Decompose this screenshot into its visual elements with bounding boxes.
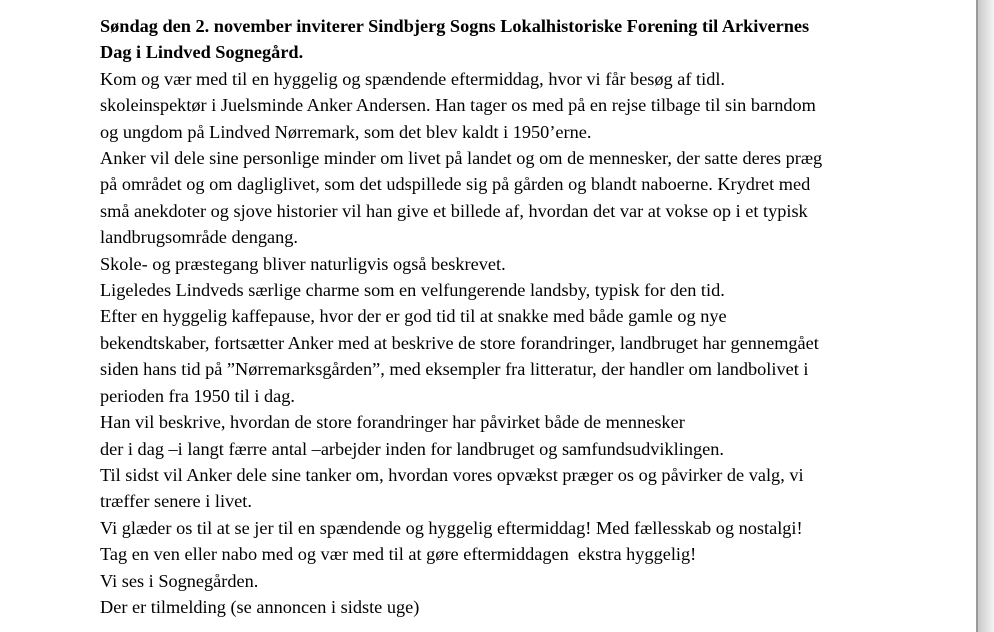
body-line: bekendtskaber, fortsætter Anker med at beskrive de store forandringer, landbruget har gennemgået [100,332,819,353]
body-line: Efter en hyggelig kaffepause, hvor der er god tid til at snakke med både gamle og nye [100,306,727,327]
document-text [100,13,960,620]
body-line: perioden fra 1950 til i dag. [100,385,295,406]
body-line: Vi glæder os til at se jer til en spændende og hyggelig eftermiddag! Med fællesskab og nostalgi! [100,517,803,538]
body-line: Kom og vær med til en hyggelig og spændende eftermiddag, hvor vi får besøg af tidl. [100,68,725,89]
body-line: Skole- og præstegang bliver naturligvis også beskrevet. [100,253,506,274]
heading-line-2: Dag i Lindved Sognegård. [100,42,304,63]
body-line: træffer senere i livet. [100,491,252,512]
body-line: Vi ses i Sognegården. [100,570,259,591]
body-line: Han vil beskrive, hvordan de store forandringer har påvirket både de mennesker [100,412,685,433]
body-line: Til sidst vil Anker dele sine tanker om, hvordan vores opvækst præger os og påvirker de valg, vi [100,464,804,485]
page-edge-shadow [978,0,994,632]
body-line: på området og om dagliglivet, som det udspillede sig på gården og blandt naboerne. Krydret med [100,174,811,195]
body-line: der i dag –i langt færre antal –arbejder inden for landbruget og samfundsudviklingen. [100,438,724,459]
body-line: siden hans tid på ”Nørremarksgården”, med eksempler fra litteratur, der handler om landbolivet i [100,359,809,380]
body-line: Anker vil dele sine personlige minder om livet på landet og om de mennesker, der satte deres præg [100,148,823,169]
body-line: Tag en ven eller nabo med og vær med til at gøre eftermiddagen ekstra hyggelig! [100,544,697,565]
body-line: skoleinspektør i Juelsminde Anker Andersen. Han tager os med på en rejse tilbage til sin barndom [100,95,816,116]
body-line: Der er tilmelding (se annoncen i sidste uge) [100,596,420,617]
heading-line-1: Søndag den 2. november inviterer Sindbjerg Sogns Lokalhistoriske Forening til Arkivernes [100,16,810,36]
body-line: og ungdom på Lindved Nørremark, som det blev kaldt i 1950’erne. [100,121,592,142]
body-line: små anekdoter og sjove historier vil han give et billede af, hvordan det var at vokse op i et typisk [100,200,808,221]
body-line: landbrugsområde dengang. [100,227,298,248]
body-line: Ligeledes Lindveds særlige charme som en velfungerende landsby, typisk for den tid. [100,280,725,301]
